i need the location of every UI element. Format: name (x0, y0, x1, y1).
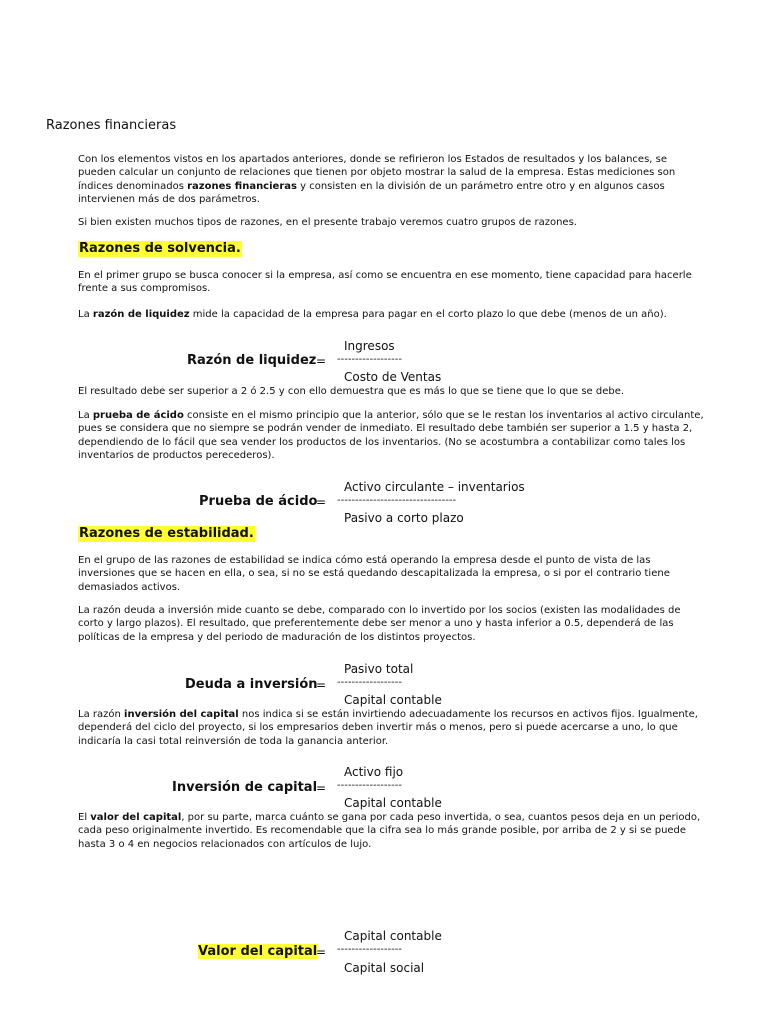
bold-term: inversión del capital (124, 709, 239, 720)
solvencia-paragraph-2: La razón de liquidez mide la capacidad de la empresa para pagar en el corto plazo lo que debe (menos de un año). (78, 309, 667, 320)
estabilidad-paragraph-1: En el grupo de las razones de estabilidad se indica cómo está operando la empresa desde el punto de vista de las inversiones que se hacen en ella, o sea, si no se está quedando descapitalizada la empresa, o si por el contrario tiene demasiados activos. (78, 555, 670, 593)
formula-divider: ------------------ (337, 677, 402, 688)
formula-divider: --------------------------------- (337, 495, 457, 506)
heading-estabilidad: Razones de estabilidad. (79, 526, 254, 541)
formula-label: Valor del capital (198, 944, 318, 959)
formula-label: Inversión de capital (172, 780, 318, 795)
formula-numerator: Ingresos (344, 339, 395, 353)
solvencia-paragraph-3: El resultado debe ser superior a 2 ó 2.5 y con ello demuestra que es más lo que se tiene que lo que se debe. (78, 386, 625, 397)
bold-term: razones financieras (187, 180, 297, 192)
formula-numerator: Capital contable (344, 929, 442, 943)
heading-solvencia: Razones de solvencia. (79, 241, 241, 256)
formula-denominator: Capital contable (344, 693, 442, 707)
formula-denominator: Capital social (344, 961, 425, 975)
estabilidad-paragraph-4: El valor del capital, por su parte, marca cuánto se gana por cada peso invertida, o sea, cuantos pesos deja en un periodo, cada peso originalmente invertido. Es recomendable que la cifra sea lo más grande posible, por arriba de 2 y si se puede hasta 3 o 4 en negocios relacionados con artículos de lujo. (78, 812, 701, 850)
page-title: Razones financieras (46, 118, 177, 133)
text-run: y consisten en la división de un parámetro entre otro y en algunos casos intervienen más de dos parámetros. (78, 180, 665, 206)
formula-numerator: Pasivo total (344, 662, 414, 676)
estabilidad-paragraph-2: La razón deuda a inversión mide cuanto se debe, comparado con lo invertido por los socios (existen las modalidades de corto y largo plazos). El resultado, que preferentemente debe ser menor a uno y hasta inferior a 0.5, dependerá de las políticas de la empresa y del periodo de maduración de los distintos proyectos. (78, 605, 681, 643)
intro-paragraph (78, 153, 706, 207)
formula-equals: = (316, 495, 327, 509)
formula-divider: ------------------ (337, 354, 402, 365)
formula-equals: = (316, 354, 327, 368)
formula-divider: ------------------ (337, 944, 402, 955)
bold-term: valor del capital (90, 812, 182, 823)
formula-label: Razón de liquidez (187, 353, 317, 368)
intro-paragraph-2: Si bien existen muchos tipos de razones, en el presente trabajo veremos cuatro grupos de razones. (78, 217, 577, 228)
bold-term: prueba de ácido (92, 410, 184, 421)
formula-equals: = (316, 781, 327, 795)
formula-numerator: Activo circulante – inventarios (344, 480, 525, 494)
bold-term: razón de liquidez (92, 309, 190, 320)
solvencia-paragraph-4: La prueba de ácido consiste en el mismo principio que la anterior, sólo que se le restan los inventarios al activo circulante, pues se considera que no siempre se podrán vender de inmediato. El resultado debe también ser superior a 1.5 y hasta 2, dependiendo de lo fácil que sea vender los productos de los inventarios. (No se acostumbra a contabilizar como tales los inventarios de productos perecederos). (78, 410, 704, 462)
formula-equals: = (316, 945, 327, 959)
formula-divider: ------------------ (337, 780, 402, 791)
formula-numerator: Activo fijo (344, 765, 404, 779)
formula-denominator: Costo de Ventas (344, 370, 442, 384)
formula-label: Deuda a inversión (185, 677, 318, 692)
text-run: Con los elementos vistos en los apartados anteriores, donde se refirieron los Estados de resultados y los balances, se pueden calcular un conjunto de relaciones que tienen por objeto mostrar la salud de la empresa. Estas mediciones son índices denominados (78, 154, 676, 192)
formula-denominator: Capital contable (344, 796, 442, 810)
estabilidad-paragraph-3: La razón inversión del capital nos indica si se están invirtiendo adecuadamente los recursos en activos fijos. Igualmente, dependerá del ciclo del proyecto, si los empresarios deben invertir más o menos, pero si puede acercarse a uno, lo que indicaría la casi total reinversión de toda la ganancia anterior. (78, 709, 698, 747)
formula-label: Prueba de ácido (199, 494, 318, 509)
formula-equals: = (316, 678, 327, 692)
formula-denominator: Pasivo a corto plazo (344, 511, 464, 525)
solvencia-paragraph-1: En el primer grupo se busca conocer si la empresa, así como se encuentra en ese momento, tiene capacidad para hacerle frente a sus compromisos. (78, 270, 692, 295)
